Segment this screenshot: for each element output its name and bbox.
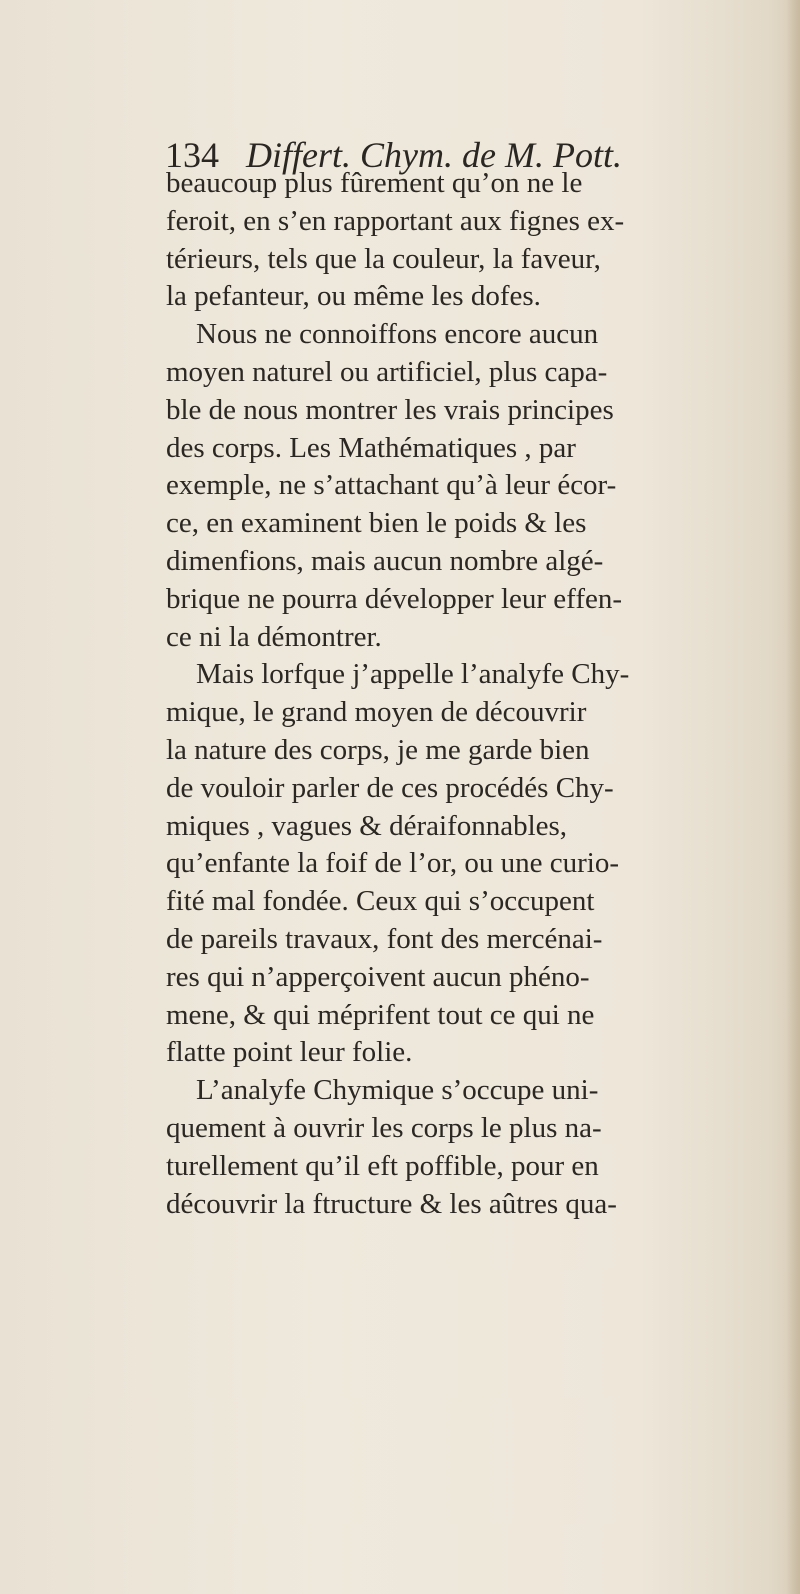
text-line: mene, & qui méprifent tout ce qui ne [166, 998, 595, 1031]
text-line: dimenfions, mais aucun nombre algé- [166, 544, 604, 577]
text-line: mique, le grand moyen de découvrir [166, 696, 587, 729]
text-line: moyen naturel ou artificiel, plus capa- [166, 355, 608, 388]
text-line: découvrir la ftructure & les aûtres qua- [166, 1187, 617, 1220]
text-line: térieurs, tels que la couleur, la faveur, [166, 242, 601, 275]
text-line: fité mal fondée. Ceux qui s’occupent [166, 885, 595, 918]
text-line: ble de nous montrer les vrais principes [166, 393, 614, 426]
text-line: quement à ouvrir les corps le plus na- [166, 1111, 602, 1144]
text-line: ce, en examinent bien le poids & les [166, 507, 587, 540]
text-line: des corps. Les Mathématiques , par [166, 431, 576, 464]
text-line: de vouloir parler de ces procédés Chy- [166, 771, 614, 804]
text-line: brique ne pourra développer leur effen- [166, 582, 622, 615]
text-line: la nature des corps, je me garde bien [166, 733, 590, 766]
text-line: flatte point leur folie. [166, 1036, 413, 1069]
text-line: exemple, ne s’attachant qu’à leur écor- [166, 469, 617, 502]
paragraph-start-line: Nous ne connoiffons encore aucun [196, 318, 599, 351]
text-line: feroit, en s’en rapportant aux fignes ex- [166, 204, 625, 237]
paragraph-start-line: Mais lorfque j’appelle l’analyfe Chy- [196, 658, 630, 691]
text-line: miques , vagues & déraifonnables, [166, 809, 568, 842]
text-line: turellement qu’il eft poffible, pour en [166, 1149, 599, 1182]
text-line: de pareils travaux, font des mercénai- [166, 922, 603, 955]
paragraph-start-line: L’analyfe Chymique s’occupe uni- [196, 1074, 599, 1107]
text-line: res qui n’apperçoivent aucun phéno- [166, 960, 590, 993]
body-text [166, 165, 800, 1223]
text-line: la pefanteur, ou même les dofes. [166, 280, 541, 313]
page-number: 134 [165, 135, 219, 175]
text-line: ce ni la démontrer. [166, 620, 382, 653]
running-title: Differt. Chym. de M. Pott. [246, 135, 622, 175]
text-line: beaucoup plus fûrement qu’on ne le [166, 167, 583, 199]
text-line: qu’enfante la foif de l’or, ou une curio- [166, 847, 619, 880]
